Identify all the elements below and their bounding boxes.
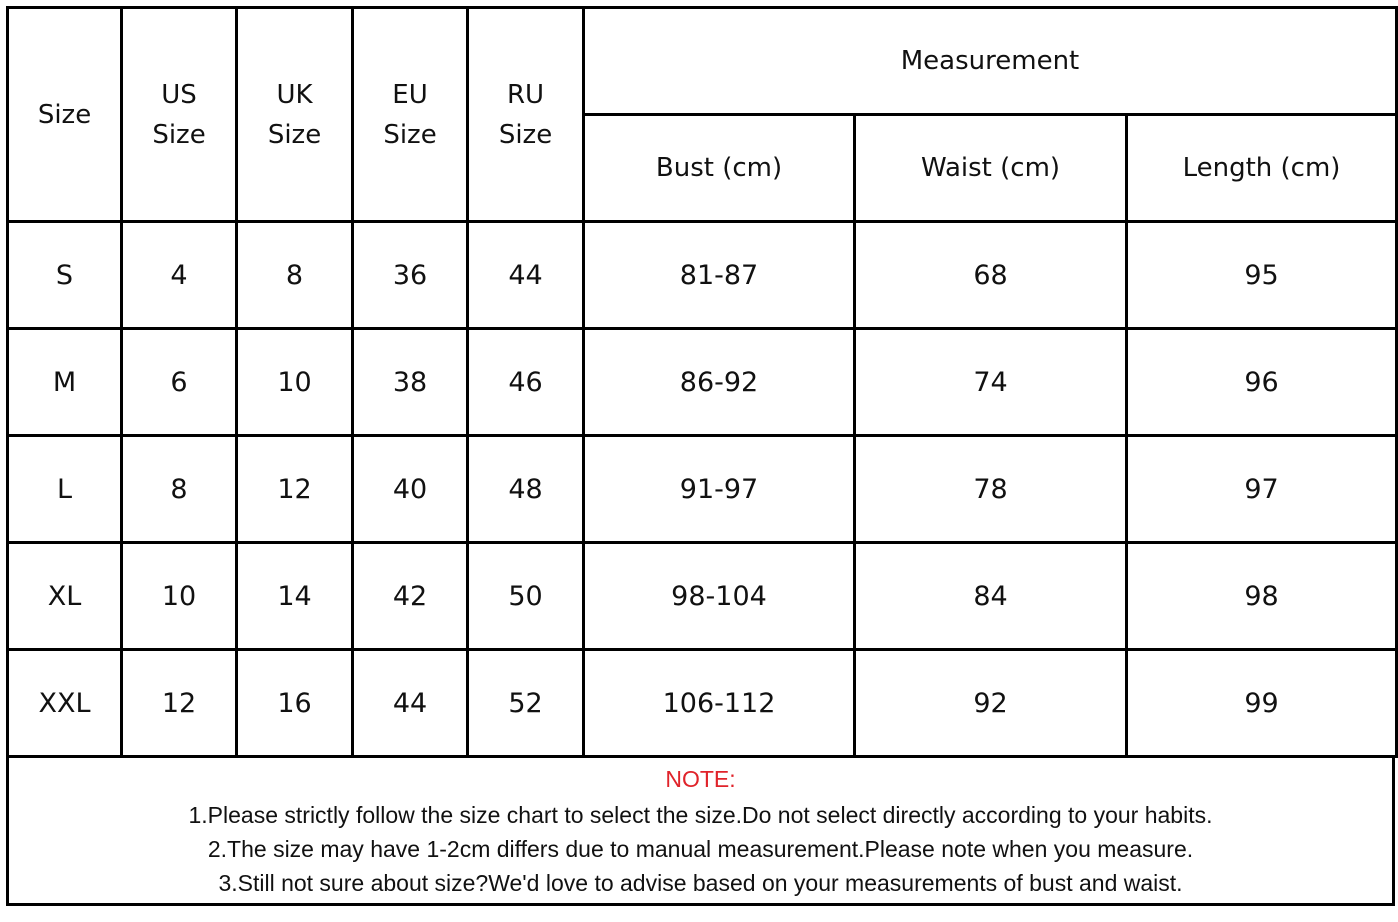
cell-eu: 36 bbox=[353, 222, 468, 329]
cell-us: 8 bbox=[122, 436, 237, 543]
cell-uk: 10 bbox=[237, 329, 353, 436]
cell-length: 97 bbox=[1127, 436, 1397, 543]
cell-bust: 91-97 bbox=[584, 436, 855, 543]
table-row bbox=[8, 329, 1397, 436]
cell-waist: 68 bbox=[855, 222, 1127, 329]
size-table bbox=[6, 6, 1398, 758]
cell-us: 6 bbox=[122, 329, 237, 436]
header-ru-sub: Size bbox=[498, 119, 553, 150]
cell-ru: 50 bbox=[468, 543, 584, 650]
cell-size: M bbox=[8, 329, 122, 436]
cell-us: 12 bbox=[122, 650, 237, 757]
note-section bbox=[6, 758, 1395, 906]
cell-size: XXL bbox=[8, 650, 122, 757]
header-eu-size bbox=[353, 8, 468, 222]
table-row bbox=[8, 543, 1397, 650]
cell-size: L bbox=[8, 436, 122, 543]
cell-size: XL bbox=[8, 543, 122, 650]
table-row bbox=[8, 436, 1397, 543]
cell-ru: 44 bbox=[468, 222, 584, 329]
header-us-sub: Size bbox=[152, 119, 206, 150]
header-eu-label: EU bbox=[392, 79, 428, 110]
header-uk-label: UK bbox=[276, 79, 313, 110]
cell-bust: 98-104 bbox=[584, 543, 855, 650]
cell-uk: 16 bbox=[237, 650, 353, 757]
cell-eu: 42 bbox=[353, 543, 468, 650]
header-us-size bbox=[122, 8, 237, 222]
cell-length: 99 bbox=[1127, 650, 1397, 757]
cell-ru: 48 bbox=[468, 436, 584, 543]
cell-waist: 92 bbox=[855, 650, 1127, 757]
cell-uk: 14 bbox=[237, 543, 353, 650]
size-chart bbox=[6, 6, 1395, 906]
header-waist: Waist (cm) bbox=[855, 115, 1127, 222]
cell-us: 10 bbox=[122, 543, 237, 650]
header-uk-sub: Size bbox=[267, 119, 322, 150]
header-ru-size bbox=[468, 8, 584, 222]
cell-waist: 74 bbox=[855, 329, 1127, 436]
cell-length: 96 bbox=[1127, 329, 1397, 436]
cell-eu: 44 bbox=[353, 650, 468, 757]
header-row-top bbox=[8, 8, 1397, 115]
note-title: NOTE: bbox=[665, 766, 736, 792]
cell-size: S bbox=[8, 222, 122, 329]
note-line-2: 2.The size may have 1-2cm differs due to manual measurement.Please note when you measure. bbox=[207, 836, 1194, 862]
note-line-1: 1.Please strictly follow the size chart to select the size.Do not select directly according to your habits. bbox=[188, 802, 1213, 828]
cell-bust: 86-92 bbox=[584, 329, 855, 436]
cell-uk: 8 bbox=[237, 222, 353, 329]
header-ru-label: RU bbox=[506, 79, 545, 110]
header-length: Length (cm) bbox=[1127, 115, 1397, 222]
cell-waist: 84 bbox=[855, 543, 1127, 650]
cell-ru: 52 bbox=[468, 650, 584, 757]
cell-bust: 81-87 bbox=[584, 222, 855, 329]
cell-uk: 12 bbox=[237, 436, 353, 543]
cell-bust: 106-112 bbox=[584, 650, 855, 757]
table-row bbox=[8, 222, 1397, 329]
cell-length: 95 bbox=[1127, 222, 1397, 329]
note-line-3: 3.Still not sure about size?We'd love to advise based on your measurements of bust and waist. bbox=[218, 870, 1183, 896]
cell-length: 98 bbox=[1127, 543, 1397, 650]
cell-waist: 78 bbox=[855, 436, 1127, 543]
header-eu-sub: Size bbox=[383, 119, 437, 150]
cell-us: 4 bbox=[122, 222, 237, 329]
header-size: Size bbox=[8, 8, 122, 222]
cell-eu: 40 bbox=[353, 436, 468, 543]
header-uk-size bbox=[237, 8, 353, 222]
header-us-label: US bbox=[161, 79, 197, 110]
header-measurement: Measurement bbox=[584, 8, 1397, 115]
header-bust: Bust (cm) bbox=[584, 115, 855, 222]
table-row bbox=[8, 650, 1397, 757]
cell-ru: 46 bbox=[468, 329, 584, 436]
cell-eu: 38 bbox=[353, 329, 468, 436]
